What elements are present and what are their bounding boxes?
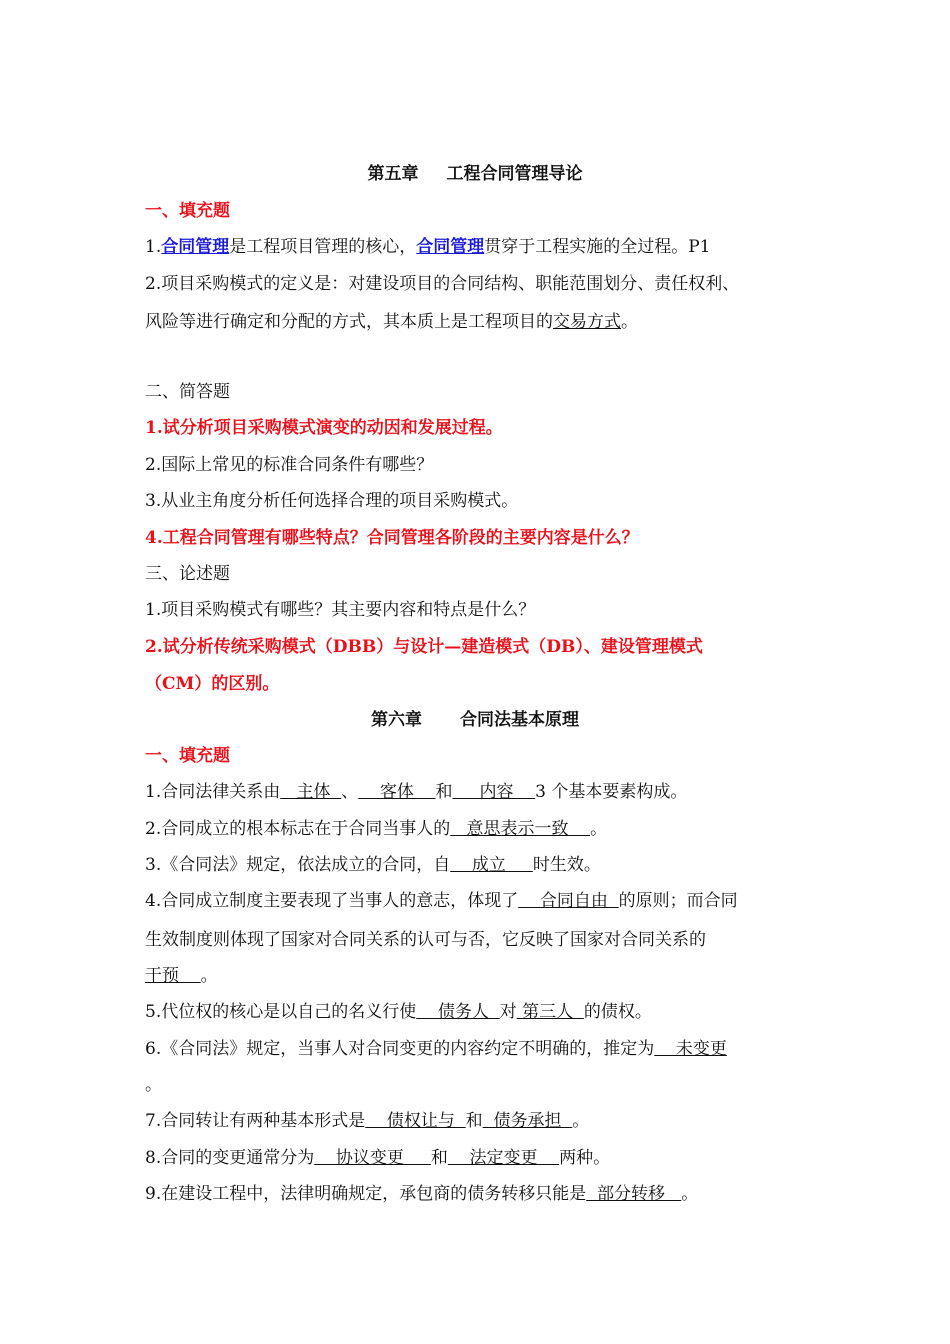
q-text: 对 (499, 1002, 517, 1022)
ch6-fill-q1 (145, 780, 835, 804)
ch5-short-q4: 4.工程合同管理有哪些特点？合同管理各阶段的主要内容是什么？ (145, 528, 639, 548)
answer-blank: 法定变更 (447, 1148, 560, 1168)
answer-blank: 意思表示一致 (450, 819, 591, 839)
contract-management-link-2[interactable]: 合同管理 (416, 237, 485, 257)
contract-management-link-1[interactable]: 合同管理 (161, 237, 230, 257)
q-text: 和 (430, 1148, 448, 1168)
ch6-fill-q9 (145, 1182, 835, 1206)
answer-blank: 债权让与 (365, 1111, 466, 1131)
q-text: 。 (200, 966, 218, 986)
chapter-6-title (0, 708, 950, 732)
ch6-fill-q3 (145, 853, 835, 877)
q-number: 1. (145, 237, 162, 257)
ch5-essay-q2-line1: 2.试分析传统采购模式（DBB）与设计—建造模式（DB）、建设管理模式 (145, 637, 703, 657)
ch5-short-q3: 3.从业主角度分析任何选择合理的项目采购模式。 (145, 491, 519, 511)
ch5-essay-q2-line2: （CM）的区别。 (145, 674, 280, 694)
chapter-5-title (0, 162, 950, 186)
ch6-fill-q6-line2: 。 (145, 1075, 162, 1095)
ch6-fill-q4-line1 (145, 889, 835, 913)
ch5-short-heading: 二、简答题 (145, 382, 230, 402)
chapter-6-number: 第六章 (371, 710, 422, 730)
answer-blank: 债务人 (416, 1002, 500, 1022)
q-text: 6.《合同法》规定，当事人对合同变更的内容约定不明确的，推定为 (145, 1039, 655, 1059)
answer-blank: 未变更 (654, 1039, 727, 1059)
q-text: 的原则；而合同 (618, 891, 738, 911)
q-text: 和 (435, 782, 453, 802)
ch5-short-q1: 1.试分析项目采购模式演变的动因和发展过程。 (145, 418, 503, 438)
q-text: 9.在建设工程中，法律明确规定，承包商的债务转移只能是 (145, 1184, 587, 1204)
answer-blank: 第三人 (516, 1002, 584, 1022)
q-text: 。 (572, 1111, 590, 1131)
ch6-fill-q5 (145, 1000, 835, 1024)
answer-blank: 合同自由 (518, 891, 619, 911)
answer-blank: 成立 (450, 855, 533, 875)
ch6-fill-heading: 一、填充题 (145, 746, 230, 766)
ch5-fill-q1 (145, 235, 835, 259)
ch6-fill-q2 (145, 817, 835, 841)
q-text: 时生效。 (532, 855, 601, 875)
q-text: 。 (621, 312, 638, 332)
ch6-fill-q4-line2: 生效制度则体现了国家对合同关系的认可与否，它反映了国家对合同关系的 (145, 930, 706, 950)
q-text: 5.代位权的核心是以自己的名义行使 (145, 1002, 417, 1022)
ch5-fill-heading: 一、填充题 (145, 201, 230, 221)
q-text: 风险等进行确定和分配的方式，其本质上是工程项目的 (145, 312, 553, 332)
q-text: 。 (590, 819, 608, 839)
answer-blank: 交易方式 (553, 312, 621, 332)
q-text: 8.合同的变更通常分为 (145, 1148, 315, 1168)
q-text: 3.《合同法》规定，依法成立的合同，自 (145, 855, 451, 875)
q-text: 、 (341, 782, 359, 802)
q-text: 7.合同转让有两种基本形式是 (145, 1111, 366, 1131)
answer-blank: 内容 (452, 782, 536, 802)
answer-blank: 协议变更 (314, 1148, 431, 1168)
ch6-fill-q8 (145, 1146, 835, 1170)
ch6-fill-q4-line3 (145, 964, 835, 988)
q-text: 贯穿于工程实施的全过程。P1 (484, 237, 711, 257)
chapter-5-name: 工程合同管理导论 (446, 164, 583, 184)
q-text: 和 (465, 1111, 483, 1131)
q-text: 3 个基本要素构成。 (535, 782, 688, 802)
q-text: 2.合同成立的根本标志在于合同当事人的 (145, 819, 451, 839)
answer-blank: 债务承担 (482, 1111, 573, 1131)
chapter-6-name: 合同法基本原理 (460, 710, 579, 730)
answer-blank: 主体 (280, 782, 342, 802)
chapter-5-number: 第五章 (367, 164, 419, 184)
ch5-essay-heading: 三、论述题 (145, 564, 230, 584)
ch5-essay-q1: 1.项目采购模式有哪些？其主要内容和特点是什么？ (145, 600, 536, 620)
ch5-fill-q2-line2 (145, 310, 835, 334)
ch6-fill-q7 (145, 1109, 835, 1133)
answer-blank: 干预 (145, 966, 201, 986)
ch5-short-q2: 2.国际上常见的标准合同条件有哪些？ (145, 455, 434, 475)
q-text: 4.合同成立制度主要表现了当事人的意志，体现了 (145, 891, 519, 911)
q-text: 1.合同法律关系由 (145, 782, 281, 802)
q-text: 的债权。 (583, 1002, 652, 1022)
q-text: 。 (681, 1184, 699, 1204)
ch6-fill-q6 (145, 1037, 835, 1061)
answer-blank: 客体 (358, 782, 436, 802)
q-text: 两种。 (559, 1148, 611, 1168)
q-text: 是工程项目管理的核心， (229, 237, 417, 257)
answer-blank: 部分转移 (586, 1184, 682, 1204)
ch5-fill-q2-line1: 2.项目采购模式的定义是：对建设项目的合同结构、职能范围划分、责任权利、 (145, 274, 740, 294)
